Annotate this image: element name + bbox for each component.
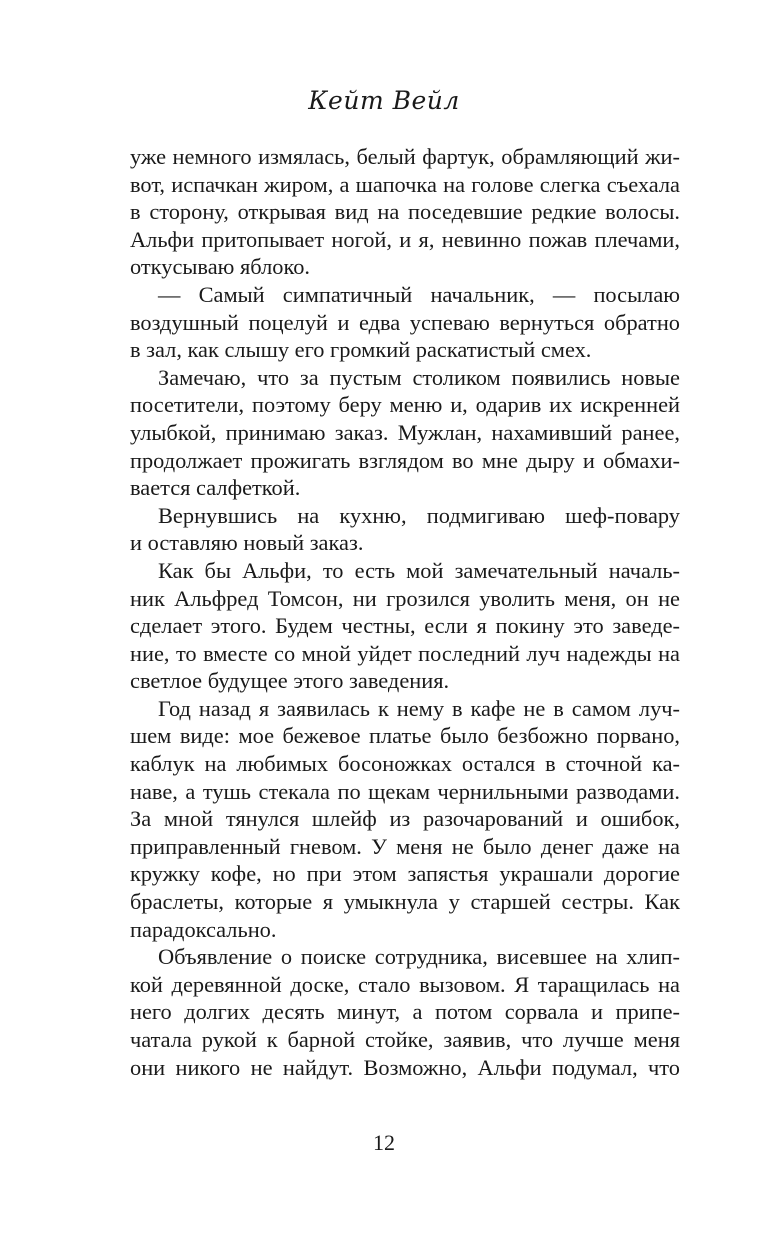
text-line: сделает этого. Будем честны, если я покину это заведе- [130,613,680,639]
text-line: продолжает прожигать взглядом во мне дыру и обмахи- [130,447,680,473]
page-number: 12 [373,1130,395,1155]
text-line: Год назад я заявилась к нему в кафе не в самом луч- [158,695,680,721]
text-line: Альфи притопывает ногой, и я, невинно пожав плечами, [130,226,680,252]
text-line: наве, а тушь стекала по щекам чернильными разводами. [130,778,680,804]
body-text [130,143,680,1081]
text-line: Как бы Альфи, то есть мой замечательный началь- [158,557,680,583]
text-line: кой деревянной доске, стало вызовом. Я таращилась на [130,971,680,997]
text-line: кружку кофе, но при этом запястья украшали дорогие [130,861,680,887]
text-line: ние, то вместе со мной уйдет последний луч надежды на [130,640,680,666]
text-line: откусываю яблоко. [130,254,310,280]
text-line: — Самый симпатичный начальник, — посылаю [158,281,680,307]
text-line: За мной тянулся шлейф из разочарований и ошибок, [130,806,680,832]
text-line: Объявление о поиске сотрудника, висевшее на хлип- [158,944,680,970]
text-line: ник Альфред Томсон, ни грозился уволить меня, он не [130,585,680,611]
text-line: чатала рукой к барной стойке, заявив, что лучше меня [130,1027,680,1052]
text-line: в сторону, открывая вид на поседевшие редкие волосы. [130,199,680,225]
text-line: и оставляю новый заказ. [130,530,364,556]
text-line: посетители, поэтому беру меню и, одарив их искренней [130,392,680,418]
text-line: уже немного измялась, белый фартук, обрамляющий жи- [130,144,680,169]
running-head-author: Кейт Вейл [308,86,460,115]
text-line: приправленный гневом. У меня не было денег даже на [130,833,680,859]
text-line: улыбкой, принимаю заказ. Мужлан, нахамивший ранее, [130,419,680,445]
text-line: парадоксально. [130,916,277,942]
text-line: Вернувшись на кухню, подмигиваю шеф-повару [158,502,680,528]
text-line: они никого не найдут. Возможно, Альфи подумал, что [130,1054,680,1080]
text-line: Замечаю, что за пустым столиком появились новые [158,364,680,390]
text-line: воздушный поцелуй и едва успеваю вернуться обратно [130,309,680,335]
text-line: него долгих десять минут, а потом сорвала и припе- [130,999,680,1025]
text-line: каблук на любимых босоножках остался в сточной ка- [130,751,680,777]
text-line: шем виде: мое бежевое платье было безбожно порвано, [130,723,680,749]
text-line: вается салфеткой. [130,475,301,501]
text-line: браслеты, которые я умыкнула у старшей сестры. Как [130,889,680,915]
text-line: светлое будущее этого заведения. [130,668,450,694]
text-line: в зал, как слышу его громкий раскатистый смех. [130,337,592,363]
text-line: вот, испачкан жиром, а шапочка на голове слегка съехала [130,171,680,197]
